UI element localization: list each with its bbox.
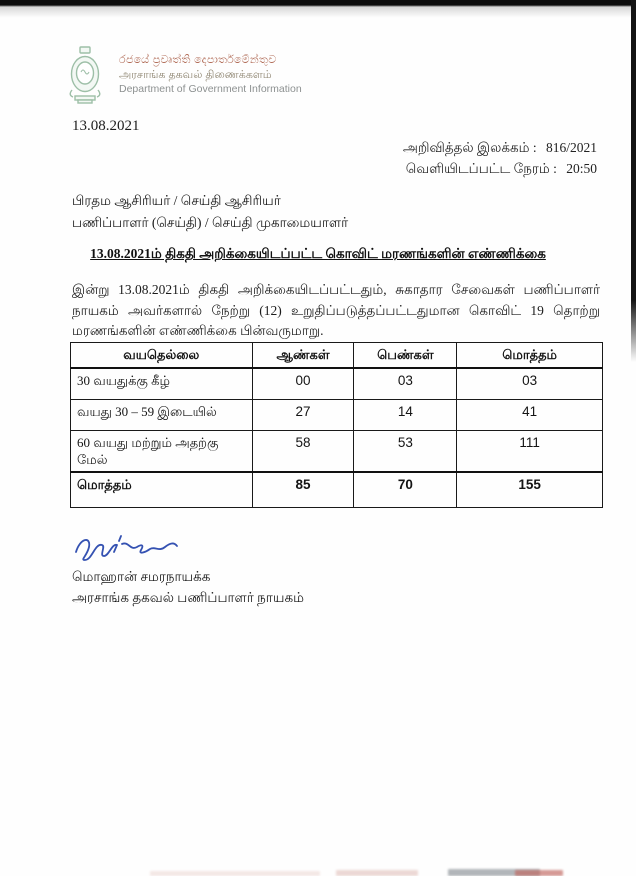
letterhead-tamil-line: அரசாங்க தகவல் திணைக்களம் xyxy=(119,68,272,81)
row-label: 30 வயதுக்கு கீழ் xyxy=(71,368,253,400)
row-males: 58 xyxy=(252,431,354,473)
document-title xyxy=(0,246,636,264)
table-total-row xyxy=(71,472,603,508)
table-row xyxy=(71,400,603,431)
row-total: 111 xyxy=(457,431,603,473)
release-time-separator: : xyxy=(553,161,557,176)
letterhead xyxy=(64,46,302,104)
total-overall: 155 xyxy=(457,472,603,508)
total-row-label: மொத்தம் xyxy=(71,472,253,508)
letterhead-english-line: Department of Government Information xyxy=(119,83,302,95)
row-males: 00 xyxy=(252,368,354,400)
release-time-line xyxy=(403,158,597,179)
header-age-range: வயதெல்லை xyxy=(71,343,253,369)
row-females: 53 xyxy=(354,431,457,473)
row-total: 03 xyxy=(457,368,603,400)
header-males: ஆண்கள் xyxy=(252,343,354,369)
signatory-designation: அரசாங்க தகவல் பணிப்பாளர் நாயகம் xyxy=(72,590,304,605)
addressee-block xyxy=(72,190,348,233)
header-total: மொத்தம் xyxy=(457,343,603,369)
letterhead-sinhala-line: රජයේ ප්‍රවෘත්ති දෙපාර්තමේන්තුව xyxy=(119,54,277,66)
row-total: 41 xyxy=(457,400,603,431)
release-number-value: 816/2021 xyxy=(545,140,597,155)
row-label: 60 வயது மற்றும் அதற்கு மேல் xyxy=(71,431,253,473)
release-number-label: அறிவித்தல் இலக்கம் xyxy=(402,140,530,155)
row-females: 14 xyxy=(354,400,457,431)
table-row xyxy=(71,368,603,400)
addressee-line-1: பிரதம ஆசிரியர் / செய்தி ஆசிரியர் xyxy=(72,193,281,208)
total-females: 70 xyxy=(354,472,457,508)
release-number-separator: : xyxy=(532,140,537,155)
footer-fragment xyxy=(150,871,320,876)
addressee-line-2: பணிப்பாளர் (செய்தி) / செய்தி முகாமையாளர் xyxy=(72,214,349,230)
scan-edge-top xyxy=(0,0,636,18)
release-number-line xyxy=(403,137,597,158)
document-title-text: 13.08.2021ம் திகதி அறிக்கையிடப்பட்ட கொவிட் மரணங்களின் எண்ணிக்கை xyxy=(90,246,546,261)
footer-fragment xyxy=(515,870,563,876)
table-header-row xyxy=(71,343,603,369)
table-row xyxy=(71,431,603,473)
release-time-label: வெளியிடப்பட்ட நேரம் xyxy=(405,161,550,176)
row-males: 27 xyxy=(252,400,354,431)
row-label: வயது 30 – 59 இடையில் xyxy=(71,400,253,431)
header-females: பெண்கள் xyxy=(354,343,457,369)
letterhead-text xyxy=(119,46,302,97)
document-date: 13.08.2021 xyxy=(72,118,140,134)
release-time-value: 20:50 xyxy=(566,161,597,176)
covid-deaths-table xyxy=(70,342,603,508)
sri-lanka-emblem-icon xyxy=(64,46,106,104)
body-paragraph: இன்று 13.08.2021ம் திகதி அறிக்கையிடப்பட்டதும், சுகாதார சேவைகள் பணிப்பாளர் நாயகம் அவர்களால் நேற்று (12) உறுதிப்படுத்தப்பட்டதுமான கொவிட் 19 தொற்று மரணங்களின் எண்ணிக்கை பின்வருமாறு. xyxy=(72,282,600,338)
scan-edge-right xyxy=(631,0,636,362)
footer-fragment xyxy=(336,870,418,876)
signatory-name: மொஹான் சமரநாயக்க xyxy=(72,569,211,584)
release-meta xyxy=(403,137,597,179)
total-males: 85 xyxy=(252,472,354,508)
row-females: 03 xyxy=(354,368,457,400)
signature-ink xyxy=(68,528,228,575)
